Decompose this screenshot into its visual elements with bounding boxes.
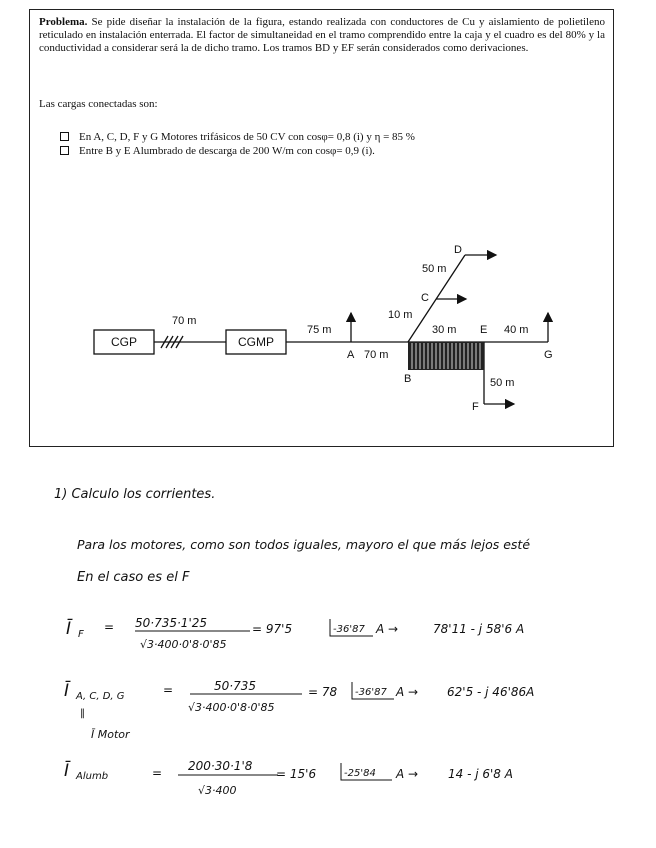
if-denominator: √3·400·0'8·0'85 — [140, 638, 227, 651]
if-sub: F — [78, 629, 84, 640]
length-a-b: 70 m — [364, 349, 389, 361]
iacdg-eq: = — [163, 683, 174, 697]
load-item-text: Entre B y E Alumbrado de descarga de 200 W/m con cosφ= 0,9 (i). — [79, 145, 375, 157]
load-item-text: En A, C, D, F y G Motores trifásicos de 50 CV con cosφ= 0,8 (i) y η = 85 % — [79, 131, 415, 143]
loads-intro: Las cargas conectadas son: — [39, 98, 158, 110]
node-c: C — [421, 292, 429, 304]
length-cgmp-a: 75 m — [307, 324, 332, 336]
length-cgp-cgmp: 70 m — [172, 315, 197, 327]
length-b-e: 30 m — [432, 324, 457, 336]
iacdg-angle: -36'87 — [355, 687, 387, 698]
node-b: B — [404, 373, 412, 385]
length-b-c: 10 m — [388, 309, 413, 321]
length-e-g: 40 m — [504, 324, 529, 336]
iacdg-numerator: 50·735 — [214, 679, 256, 693]
length-c-d: 50 m — [422, 263, 447, 275]
if-unit: A → — [376, 622, 399, 636]
if-result: = 97'5 — [252, 622, 293, 636]
ialumb-rect: 14 - j 6'8 A — [448, 767, 513, 781]
node-g: G — [544, 349, 553, 361]
node-d: D — [454, 244, 462, 256]
ialumb-result: = 15'6 — [276, 767, 317, 781]
ialumb-angle: -25'84 — [344, 768, 376, 779]
iacdg-result: = 78 — [308, 685, 338, 699]
iacdg-motor-label: Ī Motor — [91, 728, 130, 741]
notes-line-motors: Para los motores, como son todos iguales, mayoro el que más lejos esté — [77, 537, 531, 552]
cgp-label: CGP — [110, 335, 138, 349]
ialumb-denominator: √3·400 — [198, 784, 237, 797]
node-e: E — [480, 324, 488, 336]
iacdg-label: Ī — [64, 681, 70, 701]
if-numerator: 50·735·1'25 — [135, 616, 208, 630]
notes-line-case: En el caso es el F — [77, 570, 190, 585]
problem-heading: Problema. — [39, 16, 88, 28]
problem-body: Se pide diseñar la instalación de la figura, estando realizada con conductores de Cu y aislamiento de polietileno reticulado en instalación enterrada. El factor de simultaneidad en el tramo comprendido entre la caja y el cuadro es del 80% y la conductividad a considerar será la de dicho tramo. Los tramos BD y EF serán considerados como derivaciones. — [39, 16, 605, 54]
cgmp-label: CGMP — [238, 335, 274, 349]
iacdg-rect: 62'5 - j 46'86A — [447, 685, 535, 699]
notes-heading: 1) Calculo los corrientes. — [54, 487, 216, 502]
iacdg-equals-mark: ‖ — [80, 708, 85, 719]
length-e-f: 50 m — [490, 377, 515, 389]
iacdg-denominator: √3·400·0'8·0'85 — [188, 701, 275, 714]
ialumb-unit: A → — [396, 767, 419, 781]
ialumb-label: Ī — [64, 761, 70, 781]
if-eq: = — [104, 620, 115, 634]
ialumb-eq: = — [152, 766, 163, 780]
lighting-area — [408, 342, 484, 370]
node-a: A — [347, 349, 355, 361]
ialumb-numerator: 200·30·1'8 — [188, 759, 253, 773]
ialumb-sub: Alumb — [76, 771, 109, 782]
iacdg-unit: A → — [396, 685, 419, 699]
node-f: F — [472, 401, 479, 413]
if-angle: -36'87 — [333, 624, 365, 635]
iacdg-sub: A, C, D, G — [76, 691, 125, 702]
if-label: Ī — [66, 619, 72, 639]
if-rect: 78'11 - j 58'6 A — [433, 622, 525, 636]
